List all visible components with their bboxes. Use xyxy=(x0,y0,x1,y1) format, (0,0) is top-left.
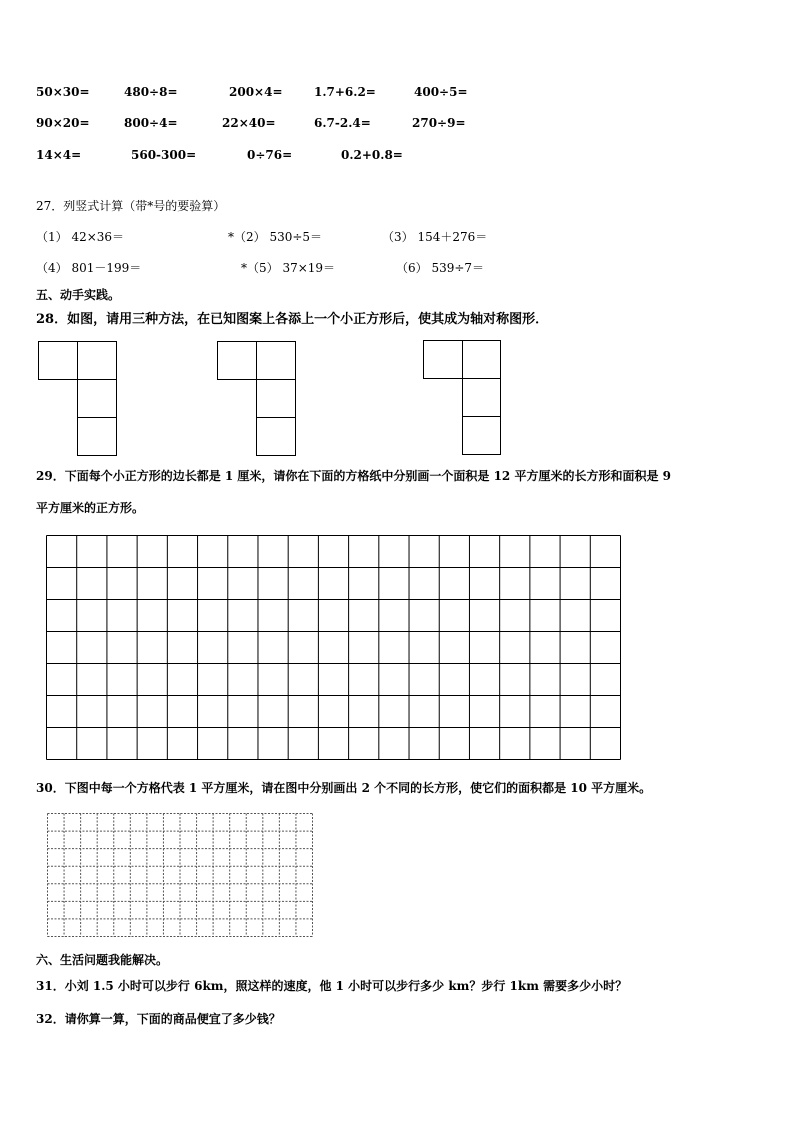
arith-3-3: 0÷76= xyxy=(247,148,293,162)
q29-text-line2: 平方厘米的正方形。 xyxy=(36,501,145,515)
arith-1-4: 1.7+6.2= xyxy=(314,85,376,99)
section-5-heading: 五、动手实践。 xyxy=(36,288,121,302)
q27-title: 27．列竖式计算（带*号的要验算） xyxy=(36,199,226,213)
q27-item-6: （6） 539÷7＝ xyxy=(396,261,485,275)
arith-2-3: 22×40= xyxy=(222,116,276,130)
q32-text: 32．请你算一算，下面的商品便宜了多少钱？ xyxy=(36,1012,281,1026)
arith-1-2: 480÷8= xyxy=(124,85,178,99)
q28-figure-1 xyxy=(39,342,117,456)
arith-1-3: 200×4= xyxy=(229,85,283,99)
q27-item-3: （3） 154＋276＝ xyxy=(382,230,488,244)
q28-figure-3 xyxy=(424,341,501,455)
arith-1-1: 50×30= xyxy=(36,85,90,99)
arith-2-1: 90×20= xyxy=(36,116,90,130)
q31-text: 31．小刘 1.5 小时可以步行 6km，照这样的速度，他 1 小时可以步行多少 km？步行 1km 需要多少小时？ xyxy=(36,979,628,993)
q27-item-5: *（5） 37×19＝ xyxy=(241,261,336,275)
q28-text: 28．如图，请用三种方法，在已知图案上各添上一个小正方形后，使其成为轴对称图形． xyxy=(36,312,549,327)
arith-2-4: 6.7-2.4= xyxy=(314,116,371,130)
arith-3-1: 14×4= xyxy=(36,148,82,162)
q29-text-line1: 29．下面每个小正方形的边长都是 1 厘米，请你在下面的方格纸中分别画一个面积是 12 平方厘米的长方形和面积是 9 xyxy=(36,469,671,483)
section-6-heading: 六、生活问题我能解决。 xyxy=(36,953,169,967)
q30-dotted-grid xyxy=(48,814,313,937)
q27-item-1: （1） 42×36＝ xyxy=(36,230,125,244)
arith-2-5: 270÷9= xyxy=(412,116,466,130)
arith-3-2: 560-300= xyxy=(131,148,197,162)
q28-figure-2 xyxy=(218,342,296,456)
q30-text: 30．下图中每一个方格代表 1 平方厘米，请在图中分别画出 2 个不同的长方形，使它们的面积都是 10 平方厘米。 xyxy=(36,781,652,795)
q27-item-2: *（2） 530÷5＝ xyxy=(228,230,323,244)
q29-grid xyxy=(47,536,621,760)
arith-3-4: 0.2+0.8= xyxy=(341,148,403,162)
arith-1-5: 400÷5= xyxy=(414,85,468,99)
arith-2-2: 800÷4= xyxy=(124,116,178,130)
q27-item-4: （4） 801－199＝ xyxy=(36,261,142,275)
